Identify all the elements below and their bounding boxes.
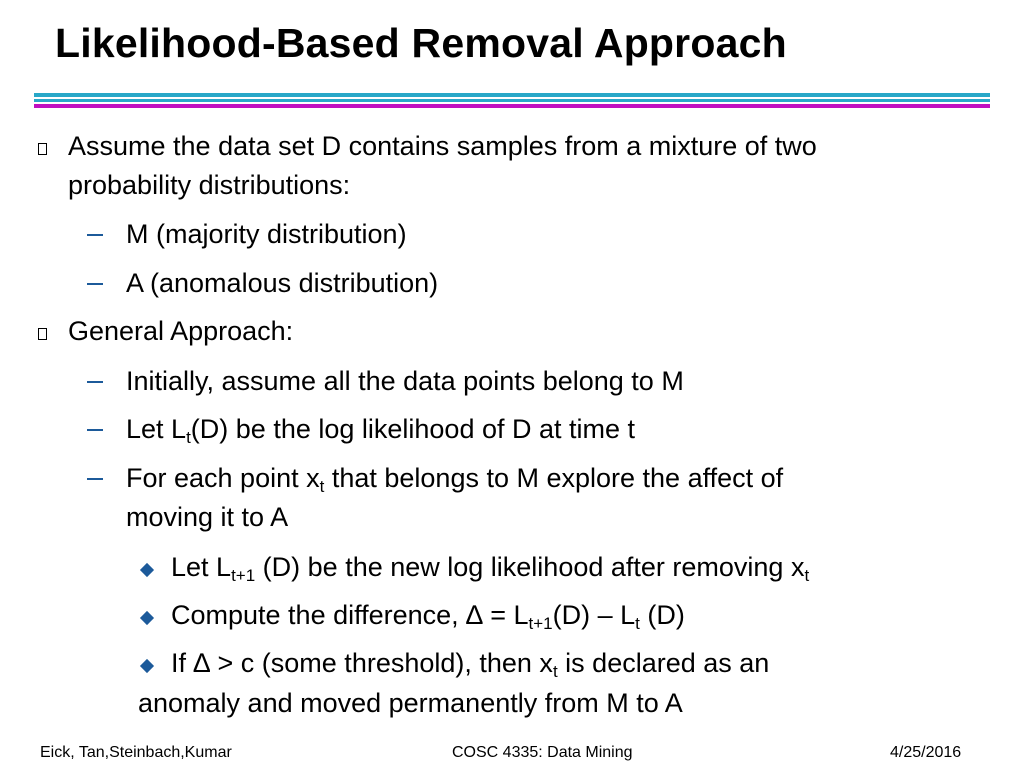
bullet-1-sub-2: A (anomalous distribution): [126, 268, 439, 298]
subscript: t: [804, 566, 810, 585]
bullet-2-sub-3: [126, 461, 783, 495]
subscript: t: [635, 614, 640, 633]
text: Let L: [171, 552, 232, 582]
diamond-bullet-icon: [140, 611, 154, 625]
bullet-2-sub-2: [126, 412, 635, 446]
title-rule-magenta: [34, 104, 990, 108]
dash-bullet-icon: [87, 478, 103, 480]
subscript: t: [552, 662, 558, 681]
text: Compute the difference, ∆ = L: [171, 600, 529, 630]
diamond-bullet-icon: [140, 563, 154, 577]
text: is declared as an: [557, 648, 770, 678]
dash-bullet-icon: [87, 381, 103, 383]
footer-course: COSC 4335: Data Mining: [452, 744, 633, 761]
bullet-2-sub-1: Initially, assume all the data points belong to M: [126, 366, 684, 396]
subscript: t: [186, 428, 191, 447]
text: For each point x: [126, 463, 320, 493]
subscript: t+1: [231, 566, 256, 585]
dash-bullet-icon: [87, 234, 103, 236]
square-bullet-icon: [38, 328, 47, 340]
bullet-1-line-1: Assume the data set D contains samples from a mixture of two: [68, 131, 817, 161]
title-rule-cyan-top: [34, 93, 990, 97]
footer-date: 4/25/2016: [890, 744, 962, 761]
text: (D) – L: [552, 600, 636, 630]
text: (D) be the new log likelihood after removing x: [255, 552, 805, 582]
bullet-3-sub-1: [171, 550, 809, 584]
dash-bullet-icon: [87, 429, 103, 431]
bullet-2-sub-3-line-2: moving it to A: [126, 502, 289, 532]
bullet-3-sub-3-line-2: anomaly and moved permanently from M to A: [138, 688, 683, 718]
text: that belongs to M explore the affect of: [324, 463, 784, 493]
text: If ∆ > c (some threshold), then x: [171, 648, 553, 678]
subscript: t+1: [528, 614, 553, 633]
bullet-1-line-2: probability distributions:: [68, 170, 351, 200]
diamond-bullet-icon: [140, 659, 154, 673]
text: (D): [639, 600, 685, 630]
text: (D) be the log likelihood of D at time t: [190, 414, 636, 444]
square-bullet-icon: [38, 143, 47, 155]
text: Let L: [126, 414, 187, 444]
bullet-2: General Approach:: [68, 316, 294, 346]
title-rule-cyan-bottom: [34, 99, 990, 102]
dash-bullet-icon: [87, 283, 103, 285]
bullet-1-sub-1: M (majority distribution): [126, 219, 407, 249]
slide-title: Likelihood-Based Removal Approach: [55, 20, 787, 66]
subscript: t: [319, 477, 325, 496]
bullet-3-sub-2: [171, 598, 685, 632]
footer-authors: Eick, Tan,Steinbach,Kumar: [40, 744, 232, 761]
bullet-3-sub-3: [171, 646, 769, 680]
